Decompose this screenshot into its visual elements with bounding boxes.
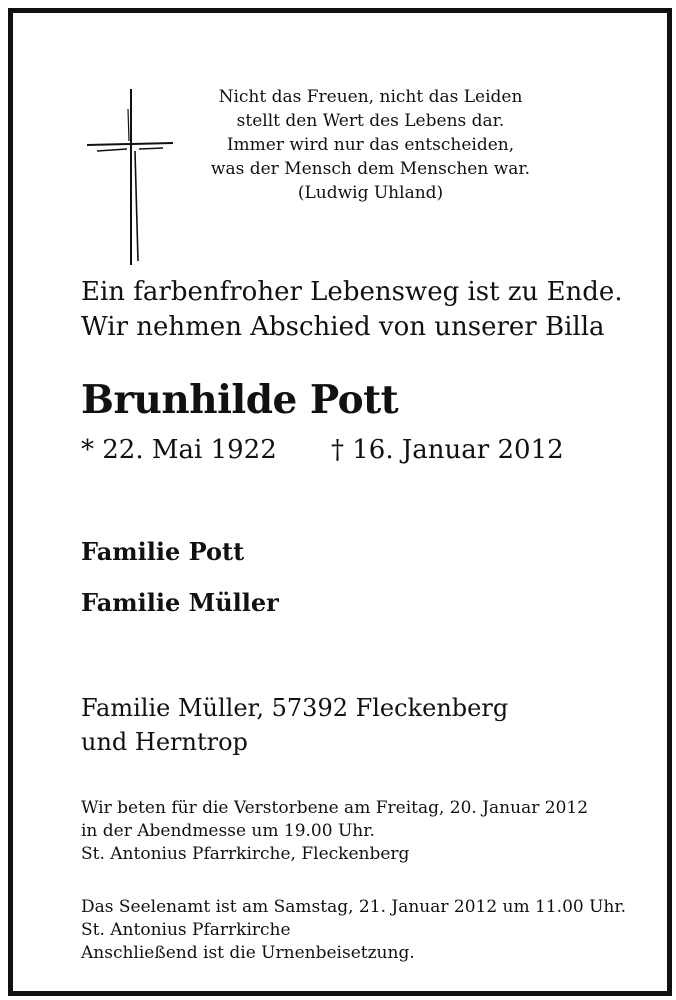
poem-line: was der Mensch dem Menschen war. xyxy=(210,159,531,179)
mourner-family: Familie Pott xyxy=(81,537,245,566)
life-dates xyxy=(81,433,564,467)
birth-date: * 22. Mai 1922 xyxy=(81,435,277,465)
notice-line: St. Antonius Pfarrkirche xyxy=(81,920,291,940)
address-line: Familie Müller, 57392 Fleckenberg xyxy=(81,694,509,722)
poem-attribution: (Ludwig Uhland) xyxy=(297,183,444,203)
poem-line: stellt den Wert des Lebens dar. xyxy=(236,111,505,131)
requiem-notice xyxy=(81,896,626,965)
mass-notice xyxy=(81,797,588,866)
poem xyxy=(163,85,578,205)
notice-line: Wir beten für die Verstorbene am Freitag, 20. Januar 2012 xyxy=(81,798,589,818)
notice-line: St. Antonius Pfarrkirche, Fleckenberg xyxy=(81,844,410,864)
poem-line: Nicht das Freuen, nicht das Leiden xyxy=(218,87,523,107)
intro-text xyxy=(81,275,623,345)
family-address xyxy=(81,691,508,759)
notice-line: Das Seelenamt ist am Samstag, 21. Januar 2012 um 11.00 Uhr. xyxy=(81,897,627,917)
notice-line: Anschließend ist die Urnenbeisetzung. xyxy=(81,943,415,963)
mourner-family: Familie Müller xyxy=(81,588,279,617)
obituary-frame xyxy=(8,8,672,996)
poem-line: Immer wird nur das entscheiden, xyxy=(226,135,515,155)
deceased-name: Brunhilde Pott xyxy=(81,377,399,423)
intro-line: Wir nehmen Abschied von unserer Billa xyxy=(81,312,605,342)
intro-line: Ein farbenfroher Lebensweg ist zu Ende. xyxy=(81,277,623,307)
notice-line: in der Abendmesse um 19.00 Uhr. xyxy=(81,821,375,841)
death-date: † 16. Januar 2012 xyxy=(331,435,564,465)
address-line: und Herntrop xyxy=(81,728,248,756)
